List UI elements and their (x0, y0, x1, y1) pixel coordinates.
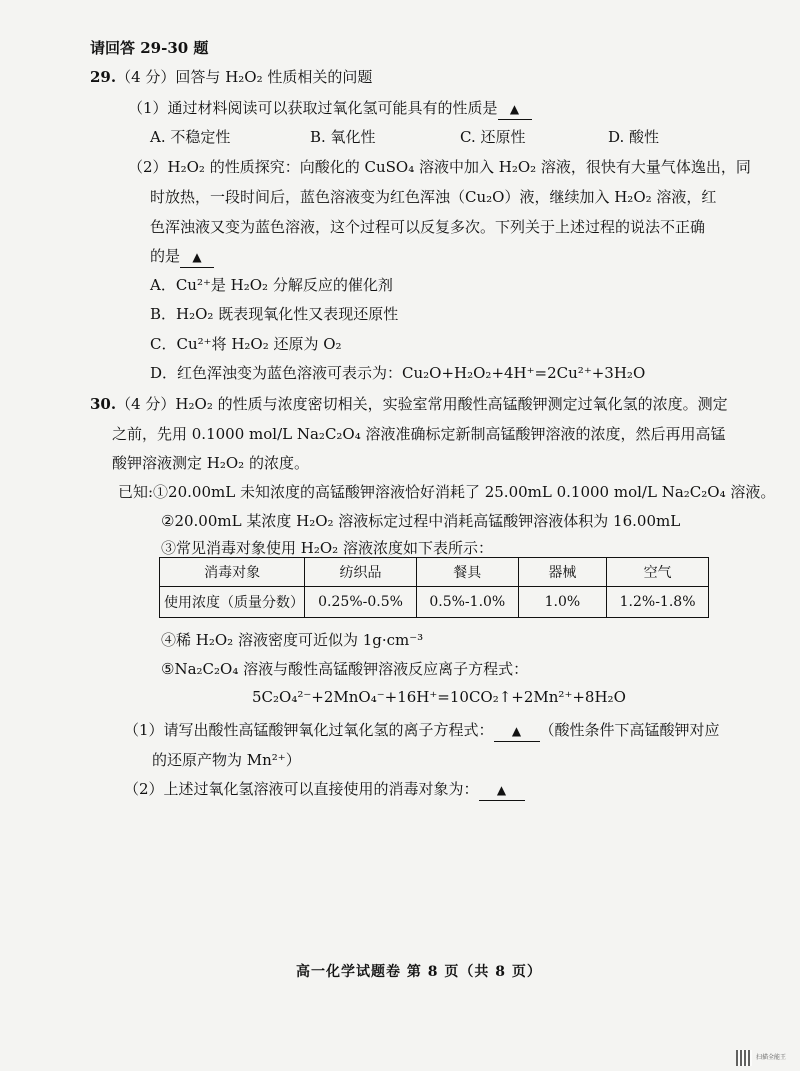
q30-stem-line3: 酸钾溶液测定 H₂O₂ 的浓度。 (112, 454, 309, 472)
answer-blank: ▲ (498, 98, 532, 120)
q29-p2-option-a: A．Cu²⁺是 H₂O₂ 分解反应的催化剂 (150, 276, 393, 294)
section-title: 请回答 29-30 题 (90, 39, 209, 57)
q30-known-3: ③常见消毒对象使用 H₂O₂ 溶液浓度如下表所示： (161, 539, 493, 557)
qr-code-icon (736, 1050, 752, 1066)
q30-sub2: （2）上述过氧化氢溶液可以直接使用的消毒对象为： ▲ (124, 779, 525, 801)
concentration-table (159, 557, 709, 618)
q30-known-1: 已知:①20.00mL 未知浓度的高锰酸钾溶液恰好消耗了 25.00mL 0.1000 mol/L Na₂C₂O₄ 溶液。 (118, 483, 776, 501)
q29-p2-line2: 时放热，一段时间后，蓝色溶液变为红色浑浊（Cu₂O）液，继续加入 H₂O₂ 溶液，红 (150, 188, 717, 206)
q29-stem: 29.（4 分）回答与 H₂O₂ 性质相关的问题 (90, 68, 373, 86)
q29-p1-option-d: D. 酸性 (608, 128, 660, 146)
q30-known-2: ②20.00mL 某浓度 H₂O₂ 溶液标定过程中消耗高锰酸钾溶液体积为 16.00mL (161, 512, 681, 530)
q30-sub1-line1: （1）请写出酸性高锰酸钾氧化过氧化氢的离子方程式： ▲ （酸性条件下高锰酸钾对应 (124, 720, 720, 742)
answer-blank: ▲ (494, 720, 540, 742)
table-header-cell: 餐具 (416, 558, 518, 587)
table-row (160, 587, 709, 618)
q29-p2-line1: （2）H₂O₂ 的性质探究：向酸化的 CuSO₄ 溶液中加入 H₂O₂ 溶液，很快有大量气体逸出，同 (128, 158, 751, 176)
q30-stem-line1: 30.（4 分）H₂O₂ 的性质与浓度密切相关，实验室常用酸性高锰酸钾测定过氧化氢的浓度。测定 (90, 395, 728, 413)
watermark-text: 扫描全能王 (756, 1054, 787, 1061)
page-footer: 高一化学试题卷 第 8 页（共 8 页） (296, 964, 542, 980)
table-header-cell: 空气 (607, 558, 709, 587)
q29-p2-line4: 的是 ▲ (150, 246, 214, 268)
table-cell: 1.0% (518, 587, 606, 618)
q29-p2-line3: 色浑浊液又变为蓝色溶液，这个过程可以反复多次。下列关于上述过程的说法不正确 (150, 218, 706, 236)
q29-p1-option-a: A. 不稳定性 (150, 128, 231, 146)
ion-equation: 5C₂O₄²⁻+2MnO₄⁻+16H⁺=10CO₂↑+2Mn²⁺+8H₂O (252, 688, 626, 706)
table-cell: 0.25%-0.5% (305, 587, 417, 618)
q29-p2-option-b: B．H₂O₂ 既表现氧化性又表现还原性 (150, 305, 399, 323)
table-header-cell: 纺织品 (305, 558, 417, 587)
q30-sub1-line2: 的还原产物为 Mn²⁺） (152, 751, 301, 769)
q29-p1-option-c: C. 还原性 (460, 128, 526, 146)
table-cell: 1.2%-1.8% (607, 587, 709, 618)
table-header-row (160, 558, 709, 587)
answer-blank: ▲ (180, 246, 214, 268)
table-header-cell: 器械 (518, 558, 606, 587)
table-header-cell: 消毒对象 (160, 558, 305, 587)
q29-part1: （1）通过材料阅读可以获取过氧化氢可能具有的性质是 ▲ (128, 98, 532, 120)
q29-p2-option-d: D．红色浑浊变为蓝色溶液可表示为：Cu₂O+H₂O₂+4H⁺=2Cu²⁺+3H₂O (150, 364, 646, 382)
table-cell: 使用浓度（质量分数） (160, 587, 305, 618)
q29-p1-option-b: B. 氧化性 (310, 128, 376, 146)
answer-blank: ▲ (479, 779, 525, 801)
q30-stem-line2: 之前，先用 0.1000 mol/L Na₂C₂O₄ 溶液准确标定新制高锰酸钾溶液的浓度，然后再用高锰 (112, 425, 726, 443)
q30-known-5: ⑤Na₂C₂O₄ 溶液与酸性高锰酸钾溶液反应离子方程式： (161, 660, 529, 678)
q30-known-4: ④稀 H₂O₂ 溶液密度可近似为 1g·cm⁻³ (161, 631, 424, 649)
q29-p2-option-c: C．Cu²⁺将 H₂O₂ 还原为 O₂ (150, 335, 342, 353)
table-cell: 0.5%-1.0% (416, 587, 518, 618)
